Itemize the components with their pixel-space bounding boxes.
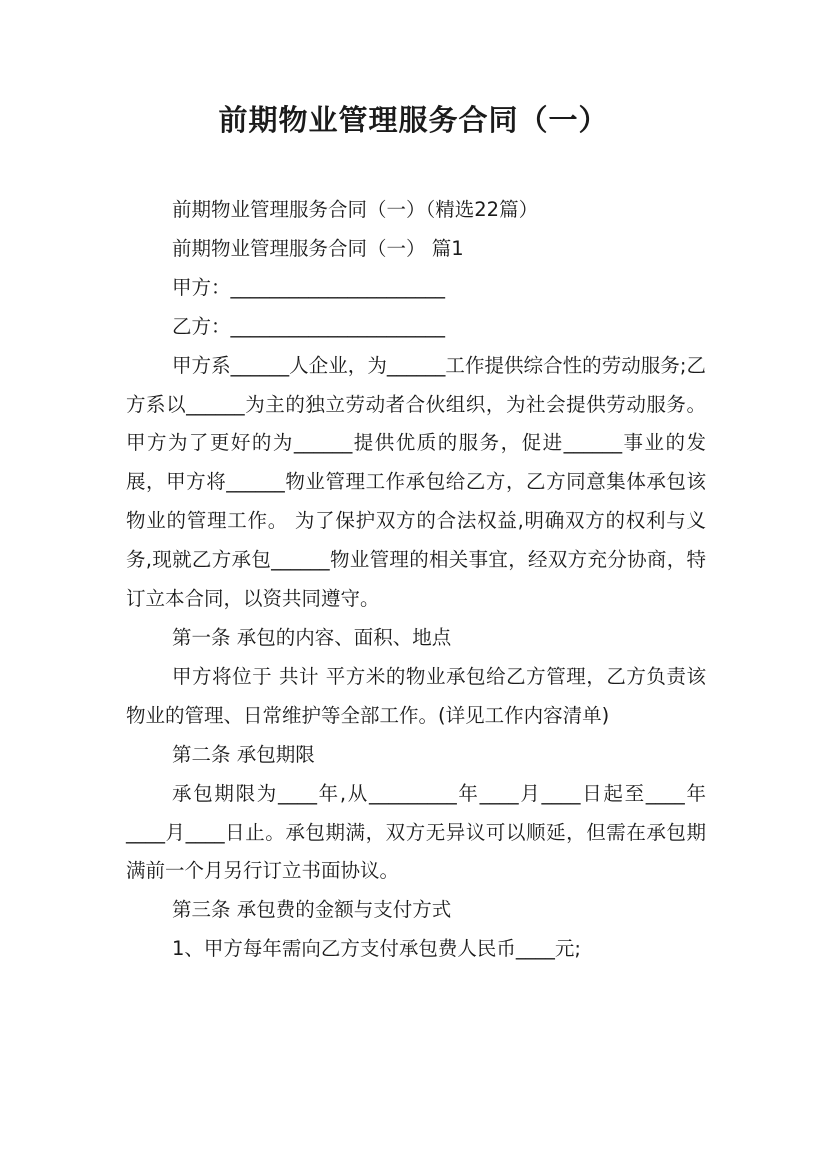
- article-2-paragraph: 承包期限为____年,从_________年____月____日起至____年____月____日止。承包期满，双方无异议可以顺延，但需在承包期满前一个月另行订立书面协议。: [126, 781, 706, 883]
- article-3-item-1: 1、甲方每年需向乙方支付承包费人民币____元;: [172, 937, 581, 961]
- article-1-heading: 第一条 承包的内容、面积、地点: [172, 625, 452, 649]
- document-title: 前期物业管理服务合同（一）: [218, 103, 609, 137]
- party-a-line: 甲方：______________________: [172, 275, 446, 299]
- document-body: [126, 191, 706, 969]
- article-2-heading: 第二条 承包期限: [172, 742, 315, 766]
- article-3-heading: 第三条 承包费的金额与支付方式: [172, 898, 452, 922]
- party-b-line: 乙方：______________________: [172, 314, 446, 338]
- section-heading: 前期物业管理服务合同（一） 篇1: [172, 236, 464, 260]
- preamble-paragraph: 甲方系______人企业，为______工作提供综合性的劳动服务;乙方系以______为主的独立劳动者合伙组织，为社会提供劳动服务。 甲方为了更好的为______提供优质的服务，促进______事业的发展，甲方将______物业管理工作承包给乙方，乙方同意集体承包该物业的管理工作。 为了保护双方的合法权益,明确双方的权利与义务,现就乙方承包______物业管理的相关事宜，经双方充分协商，特订立本合同，以资共同遵守。: [126, 353, 706, 611]
- article-1-paragraph: 甲方将位于 共计 平方米的物业承包给乙方管理，乙方负责该物业的管理、日常维护等全部工作。(详见工作内容清单): [126, 664, 706, 727]
- subtitle-paragraph: 前期物业管理服务合同（一）（精选22篇）: [172, 198, 539, 221]
